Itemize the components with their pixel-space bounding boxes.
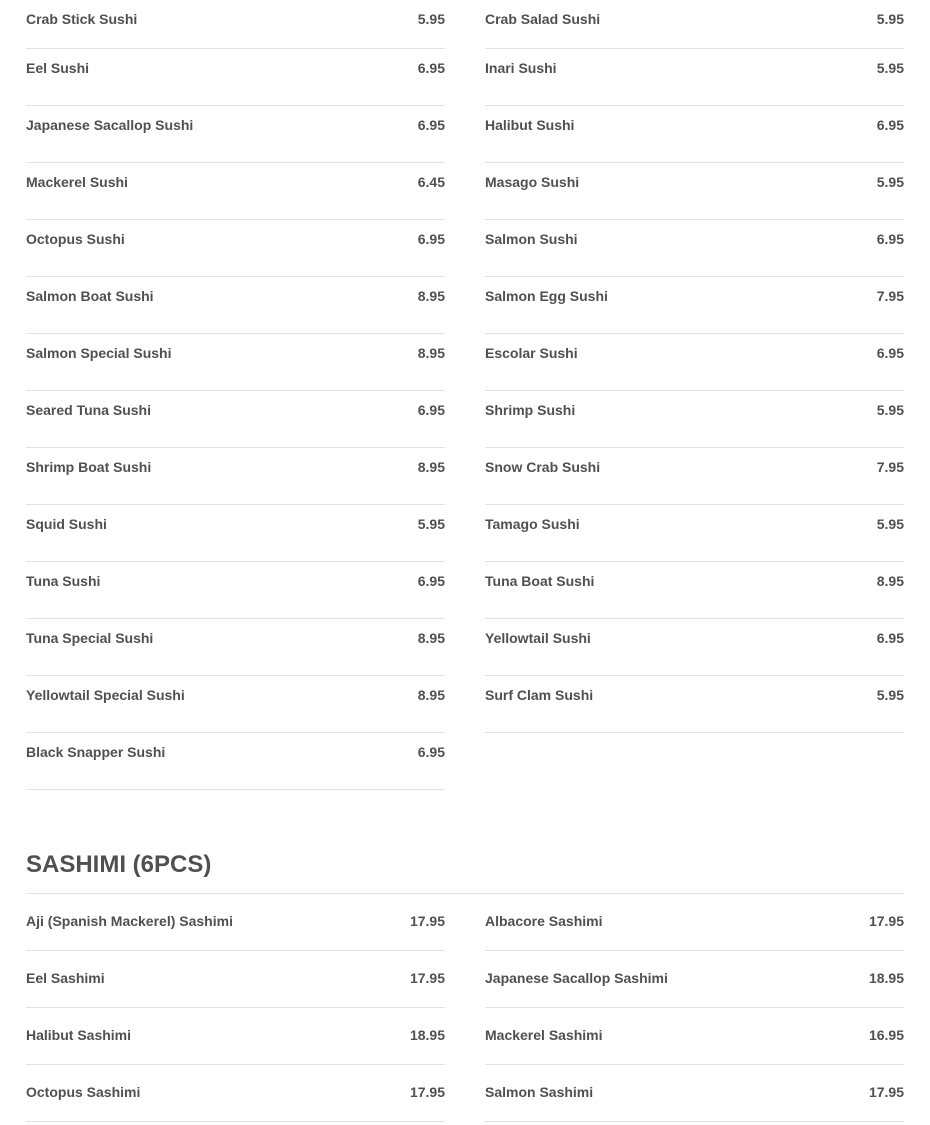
menu-item-name: Yellowtail Sushi: [485, 630, 591, 646]
sushi-section: [26, 0, 904, 790]
menu-item[interactable]: [485, 106, 904, 163]
sashimi-columns: [26, 894, 904, 1122]
sashimi-section: [26, 849, 904, 1122]
menu-item-name: Tuna Special Sushi: [26, 630, 154, 646]
menu-item[interactable]: [485, 0, 904, 49]
menu-item-name: Salmon Sashimi: [485, 1084, 594, 1100]
menu-item[interactable]: [485, 951, 904, 1008]
menu-item[interactable]: [26, 562, 445, 619]
menu-item-price: 17.95: [409, 913, 445, 929]
menu-item-name: Shrimp Sushi: [485, 402, 576, 418]
menu-item-name: Salmon Sushi: [485, 231, 578, 247]
menu-item-price: 17.95: [409, 1084, 445, 1100]
menu-item-price: 5.95: [876, 174, 904, 190]
menu-item-price: 5.95: [417, 516, 445, 532]
section-title: SASHIMI (6PCS): [26, 849, 904, 894]
menu-item-price: 6.45: [417, 174, 445, 190]
menu-item-name: Tuna Sushi: [26, 573, 101, 589]
menu-item[interactable]: [26, 505, 445, 562]
menu-item[interactable]: [26, 106, 445, 163]
menu-item-price: 6.95: [876, 117, 904, 133]
menu-item-price: 6.95: [417, 573, 445, 589]
menu-item[interactable]: [26, 334, 445, 391]
menu-item-name: Crab Salad Sushi: [485, 11, 601, 27]
menu-item[interactable]: [26, 220, 445, 277]
menu-item-name: Mackerel Sushi: [26, 174, 128, 190]
menu-item-price: 5.95: [876, 687, 904, 703]
menu-item-price: 7.95: [876, 288, 904, 304]
menu-item-name: Mackerel Sashimi: [485, 1027, 603, 1043]
menu-item-price: 8.95: [417, 345, 445, 361]
menu-item-price: 6.95: [876, 630, 904, 646]
menu-item-name: Surf Clam Sushi: [485, 687, 594, 703]
menu-item-name: Japanese Sacallop Sushi: [26, 117, 194, 133]
menu-item-price: 18.95: [409, 1027, 445, 1043]
menu-item-name: Tamago Sushi: [485, 516, 580, 532]
menu-item[interactable]: [485, 1065, 904, 1122]
menu-item[interactable]: [485, 894, 904, 951]
menu-item[interactable]: [26, 277, 445, 334]
sushi-left-column: [26, 0, 445, 790]
menu-item[interactable]: [26, 163, 445, 220]
menu-item[interactable]: [485, 220, 904, 277]
menu-item[interactable]: [485, 448, 904, 505]
menu-item-price: 5.95: [417, 11, 445, 27]
menu-item[interactable]: [26, 894, 445, 951]
menu-item-name: Masago Sushi: [485, 174, 580, 190]
menu-item-name: Escolar Sushi: [485, 345, 578, 361]
menu-item-name: Inari Sushi: [485, 60, 557, 76]
menu-item-name: Shrimp Boat Sushi: [26, 459, 152, 475]
menu-item-price: 6.95: [876, 345, 904, 361]
menu-item-name: Salmon Boat Sushi: [26, 288, 154, 304]
menu-item-name: Octopus Sushi: [26, 231, 125, 247]
menu-item-price: 17.95: [868, 913, 904, 929]
menu-item-name: Tuna Boat Sushi: [485, 573, 595, 589]
menu-item[interactable]: [26, 733, 445, 790]
menu-item-price: 8.95: [876, 573, 904, 589]
menu-item-name: Salmon Egg Sushi: [485, 288, 608, 304]
menu-item-price: 8.95: [417, 288, 445, 304]
menu-item[interactable]: [26, 1008, 445, 1065]
menu-item-name: Squid Sushi: [26, 516, 107, 532]
menu-item[interactable]: [485, 334, 904, 391]
menu-item[interactable]: [26, 951, 445, 1008]
menu-item[interactable]: [26, 676, 445, 733]
menu-item-name: Black Snapper Sushi: [26, 744, 166, 760]
menu-item-name: Crab Stick Sushi: [26, 11, 138, 27]
menu-item-price: 17.95: [409, 970, 445, 986]
menu-item[interactable]: [485, 505, 904, 562]
menu-item-name: Albacore Sashimi: [485, 913, 603, 929]
menu-item-name: Eel Sushi: [26, 60, 90, 76]
menu-item[interactable]: [485, 1008, 904, 1065]
sashimi-right-column: [485, 894, 904, 1122]
menu-item[interactable]: [485, 49, 904, 106]
menu-item-price: 17.95: [868, 1084, 904, 1100]
menu-item-price: 6.95: [876, 231, 904, 247]
menu-item-name: Yellowtail Special Sushi: [26, 687, 185, 703]
menu-item-price: 18.95: [868, 970, 904, 986]
menu-item-price: 8.95: [417, 687, 445, 703]
menu-item-name: Aji (Spanish Mackerel) Sashimi: [26, 913, 233, 929]
menu-item-name: Japanese Sacallop Sashimi: [485, 970, 668, 986]
menu-item-name: Octopus Sashimi: [26, 1084, 141, 1100]
sashimi-left-column: [26, 894, 445, 1122]
menu-item[interactable]: [26, 448, 445, 505]
menu-item-name: Halibut Sashimi: [26, 1027, 132, 1043]
menu-item[interactable]: [26, 0, 445, 49]
menu-item[interactable]: [485, 619, 904, 676]
menu-item-price: 8.95: [417, 459, 445, 475]
menu-item-price: 6.95: [417, 402, 445, 418]
menu-item[interactable]: [485, 562, 904, 619]
menu-item-price: 6.95: [417, 117, 445, 133]
menu-item-name: Seared Tuna Sushi: [26, 402, 151, 418]
menu-item-name: Halibut Sushi: [485, 117, 575, 133]
menu-item-price: 6.95: [417, 60, 445, 76]
menu-item[interactable]: [485, 391, 904, 448]
menu-item-price: 5.95: [876, 11, 904, 27]
menu-item[interactable]: [485, 277, 904, 334]
menu-item[interactable]: [485, 676, 904, 733]
sushi-columns: [26, 0, 904, 790]
menu-item-price: 5.95: [876, 516, 904, 532]
sushi-right-column: [485, 0, 904, 790]
menu-item-price: 5.95: [876, 60, 904, 76]
menu-item-name: Snow Crab Sushi: [485, 459, 601, 475]
menu-item-name: Salmon Special Sushi: [26, 345, 172, 361]
menu-item[interactable]: [26, 1065, 445, 1122]
menu-item[interactable]: [485, 163, 904, 220]
menu-item-price: 6.95: [417, 744, 445, 760]
menu-item-price: 5.95: [876, 402, 904, 418]
menu-item[interactable]: [26, 619, 445, 676]
menu-item-price: 7.95: [876, 459, 904, 475]
menu-item[interactable]: [26, 391, 445, 448]
menu-item-price: 6.95: [417, 231, 445, 247]
menu-item-price: 16.95: [868, 1027, 904, 1043]
menu-item[interactable]: [26, 49, 445, 106]
menu-item-name: Eel Sashimi: [26, 970, 105, 986]
menu-item-price: 8.95: [417, 630, 445, 646]
